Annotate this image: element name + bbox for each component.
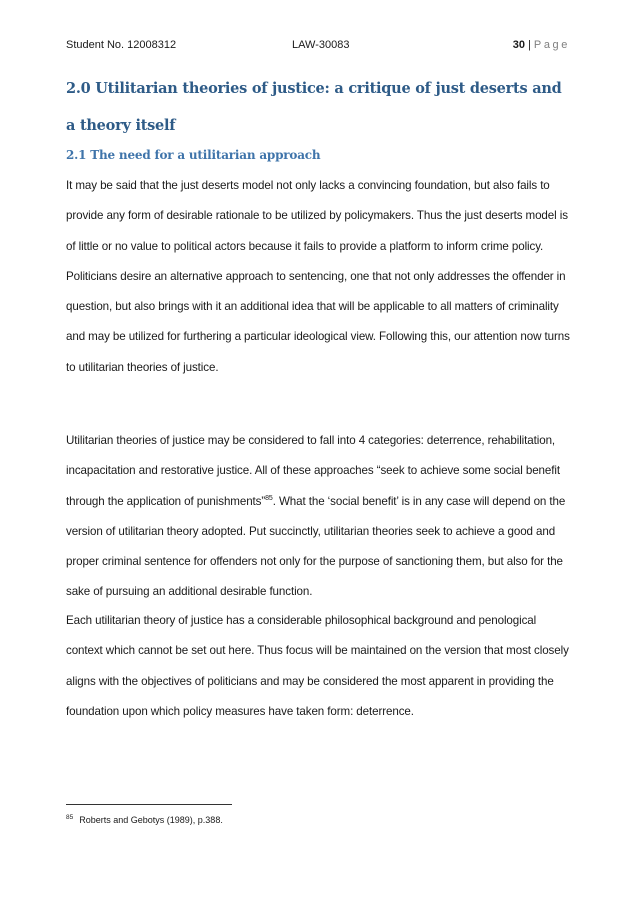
footnote-number: 85 [66,814,74,821]
subsection-heading: 2.1 The need for a utilitarian approach [66,148,321,162]
footnote-text: Roberts and Gebotys (1989), p.388. [79,815,223,825]
footnote-divider [66,804,232,805]
paragraph-2 [66,426,574,608]
paragraph-1: It may be said that the just deserts model not only lacks a convincing foundation, but also fails to provide any form of desirable rationale to be utilized by policymakers. Thus the just deserts model is of little or no value to political actors because it fails to provide a platform to inform crime policy. Politicians desire an alternative approach to sentencing, one that not only addresses the offender in question, but also brings with it an additional idea that will be applicable to all matters of criminality and may be utilized for furthering a particular ideological view. Following this, our attention now turns to utilitarian theories of justice. [66,179,570,374]
page-label: Page [533,39,570,51]
paragraph-2-text-end: . What the ‘social benefit’ is in any case will depend on the version of utilitarian theory adopted. Put succinctly, utilitarian theories seek to achieve a good and proper criminal sentence for offenders not only for the purpose of sanctioning them, but also for the sake of pursuing an additional desirable function. [66,494,566,599]
student-number: Student No. 12008312 [66,39,177,51]
page-number: 30 [512,39,526,51]
page-header [66,37,570,53]
paragraph-2-text-start: Utilitarian theories of justice may be considered to fall into 4 categories: deterrence, rehabilitation, incapacitation and restorative justice. All of these approaches “seek to achieve some social benefit through the application of punishments” [66,434,560,508]
page-separator: | [528,39,531,51]
paragraph-3: Each utilitarian theory of justice has a considerable philosophical background and penological context which cannot be set out here. Thus focus will be maintained on the version that most closely aligns with the objectives of politicians and may be considered the most apparent in providing the foundation upon which policy measures have taken form: deterrence. [66,614,569,718]
section-heading: 2.0 Utilitarian theories of justice: a critique of just deserts and a theory itself [66,80,562,134]
footnote [66,813,223,827]
course-code: LAW-30083 [292,39,350,51]
footnote-reference[interactable]: 85 [265,494,273,502]
page-indicator [513,37,570,53]
